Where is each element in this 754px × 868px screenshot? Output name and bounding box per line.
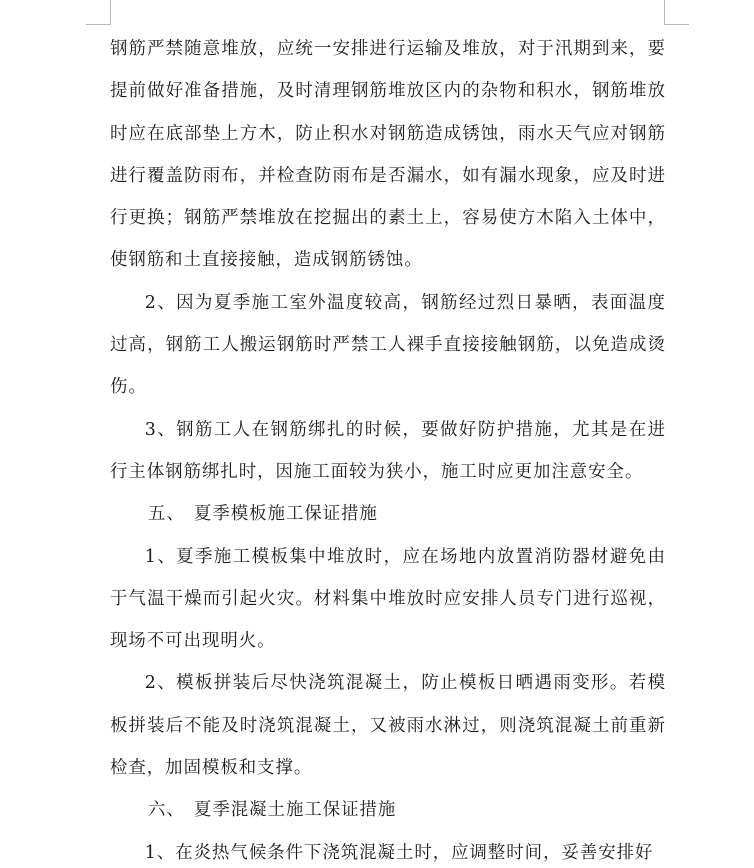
paragraph-concrete-hot: 1、在炎热气候条件下浇筑混凝土时，应调整时间，妥善安排好 (144, 842, 654, 863)
paragraph-rebar-heat: 2、因为夏季施工室外温度较高，钢筋经过烈日暴晒，表面温度过高，钢筋工人搬运钢筋时严禁工人裸手直接接触钢筋，以免造成烫伤。 (110, 292, 666, 398)
paragraph-formwork-fire: 1、夏季施工模板集中堆放时，应在场地内放置消防器材避免由于气温干燥而引起火灾。材料集中堆放时应安排人员专门进行巡视，现场不可出现明火。 (110, 546, 666, 652)
section-heading-concrete (110, 789, 666, 831)
crop-mark-top-right (664, 0, 689, 25)
paragraph-rebar-binding: 3、钢筋工人在钢筋绑扎的时候，要做好防护措施，尤其是在进行主体钢筋绑扎时，因施工面较为狭小，施工时应更加注意安全。 (110, 419, 666, 482)
section-number: 五、 (148, 504, 185, 525)
section-title: 夏季混凝土施工保证措施 (194, 800, 397, 821)
section-title: 夏季模板施工保证措施 (194, 504, 378, 525)
paragraph-formwork-pour: 2、模板拼装后尽快浇筑混凝土，防止模板日晒遇雨变形。若模板拼装后不能及时浇筑混凝土，又被雨水淋过，则浇筑混凝土前重新检查，加固模板和支撑。 (110, 673, 666, 779)
section-heading-formwork (110, 493, 666, 535)
crop-mark-top-left (86, 0, 111, 25)
paragraph-rebar-storage: 钢筋严禁随意堆放，应统一安排进行运输及堆放，对于汛期到来，要提前做好准备措施，及时清理钢筋堆放区内的杂物和积水，钢筋堆放时应在底部垫上方木，防止积水对钢筋造成锈蚀，雨水天气应对钢筋进行覆盖防雨布，并检查防雨布是否漏水，如有漏水现象，应及时进行更换；钢筋严禁堆放在挖掘出的素土上，容易使方木陷入土体中，使钢筋和土直接接触，造成钢筋锈蚀。 (110, 39, 666, 271)
document-body (110, 28, 666, 868)
section-number: 六、 (148, 800, 185, 821)
